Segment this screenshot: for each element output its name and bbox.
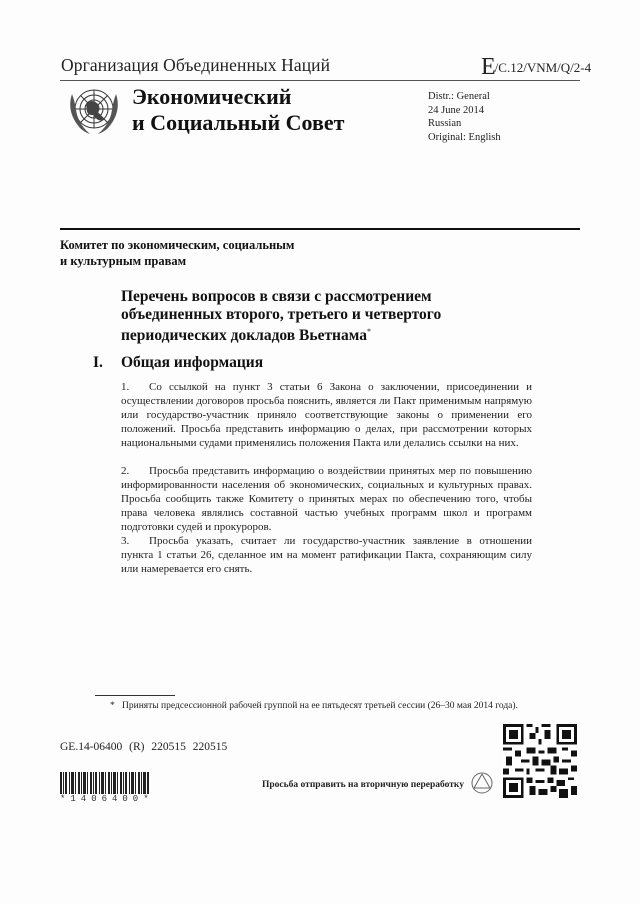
un-emblem-icon xyxy=(64,82,124,140)
committee-line1: Комитет по экономическим, социальным xyxy=(60,238,295,252)
title-line1: Перечень вопросов в связи с рассмотрением xyxy=(121,288,432,305)
footnote xyxy=(110,700,550,713)
barcode-icon xyxy=(60,772,150,794)
date: 24 June 2014 xyxy=(428,104,484,116)
recycle-icon xyxy=(470,771,494,795)
council-name-line2: и Социальный Совет xyxy=(132,110,345,135)
paragraph-number: 2. xyxy=(121,465,130,477)
header-rule xyxy=(60,80,580,81)
job-number: GE.14-06400 (R) 220515 220515 xyxy=(60,741,228,753)
council-name-line1: Экономический xyxy=(132,84,292,109)
paragraph-number: 3. xyxy=(121,535,130,547)
document-title xyxy=(121,288,441,345)
council-name xyxy=(132,84,344,136)
section-number: I. xyxy=(93,354,103,371)
barcode-number: *1406400* xyxy=(60,794,154,804)
committee-line2: и культурным правам xyxy=(60,254,187,268)
title-line3: периодических докладов Вьетнама xyxy=(121,327,367,345)
symbol-letter: E xyxy=(481,54,495,80)
footnote-rule xyxy=(95,695,175,696)
language: Russian xyxy=(428,118,462,129)
document-symbol xyxy=(481,54,591,81)
symbol-code: /C.12/VNM/Q/2-4 xyxy=(494,60,592,75)
committee-name xyxy=(60,237,294,269)
organization-name: Организация Объединенных Наций xyxy=(61,55,331,75)
recycle-notice: Просьба отправить на вторичную переработку xyxy=(262,780,464,790)
paragraph-1 xyxy=(121,380,532,450)
title-line2: объединенных второго, третьего и четвертого xyxy=(121,305,442,323)
title-footnote-mark[interactable]: * xyxy=(366,327,371,336)
main-rule xyxy=(60,228,580,230)
distribution: Distr.: General xyxy=(428,91,490,102)
paragraph-number: 1. xyxy=(121,381,130,393)
footnote-mark: * xyxy=(110,701,115,711)
paragraph-text: Просьба представить информацию о воздействии принятых мер по повышению информированности населения об экономических, социальных и культурных правах. Просьба сообщить также Комитету о принятых мерах по обеспечению того, чтобы права человека являлись составной частью учебных программ школ и программ подготовки судей и прокуроров. xyxy=(121,465,532,533)
qr-code-icon xyxy=(503,724,577,798)
paragraph-text: Со ссылкой на пункт 3 статьи 6 Закона о заключении, присоединении и осуществлении договоров просьба пояснить, является ли Пакт применимым напрямую или государство-участник приняло соответствующие законы о применении его положений. Просьба представить информацию о делах, при рассмотрении которых национальными судами применялись положения Пакта или делались ссылки на них. xyxy=(121,381,532,449)
distribution-block xyxy=(428,90,501,144)
paragraph-2 xyxy=(121,464,532,534)
paragraph-3 xyxy=(121,534,532,576)
section-title: Общая информация xyxy=(121,354,264,371)
paragraph-text: Просьба указать, считает ли государство-участник заявление в отношении пункта 1 статьи 26, сделанное им на момент ратификации Пакта, сохраняющим силу или намеревается его снять. xyxy=(121,535,532,575)
footnote-text: Приняты предсессионной рабочей группой на ее пятьдесят третьей сессии (26–30 мая 2014 года). xyxy=(122,701,518,711)
original-language: Original: English xyxy=(428,131,501,143)
